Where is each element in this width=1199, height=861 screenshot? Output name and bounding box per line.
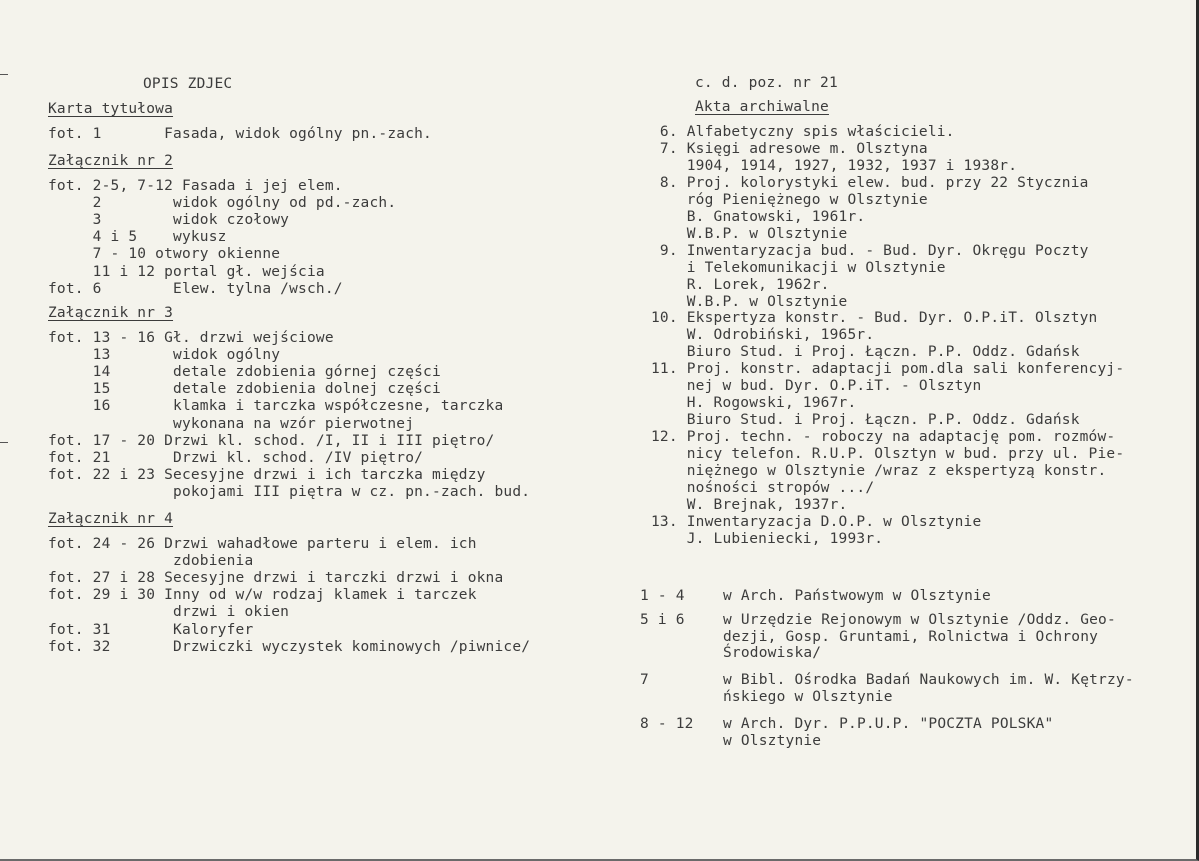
archival-record-line: W. Odrobiński, 1965r. xyxy=(651,327,875,344)
section-title: Załącznik nr 2 xyxy=(48,153,174,169)
archival-record-line: R. Lorek, 1962r. xyxy=(651,276,830,293)
archival-record-line: nośności stropów .../ xyxy=(651,479,875,496)
photo-entry-line: 7 - 10 otwory okienne xyxy=(48,246,281,263)
photo-entry-line: 2 widok ogólny od pd.-zach. xyxy=(48,195,397,212)
photo-entry-line: 15 detale zdobienia dolnej części xyxy=(48,381,441,398)
photo-entry-line: fot. 29 i 30 Inny od w/w rodzaj klamek i tarczek xyxy=(48,587,477,604)
photo-entry-line: zdobienia xyxy=(48,553,254,570)
photo-entry-line: fot. 24 - 26 Drzwi wahadłowe parteru i elem. ich xyxy=(48,536,477,552)
location-range: 8 - 12 xyxy=(640,716,694,732)
archival-record-line: niężnego w Olsztynie /wraz z ekspertyzą konstr. xyxy=(651,463,1107,479)
location-line: w Bibl. Ośrodka Badań Naukowych im. W. Kętrzy- xyxy=(723,672,1134,688)
archival-record-line: B. Gnatowski, 1961r. xyxy=(651,208,866,225)
right-heading: c. d. poz. nr 21 xyxy=(695,75,838,91)
photo-entry-line: fot. 1 Fasada, widok ogólny pn.-zach. xyxy=(48,126,432,142)
edge-mark xyxy=(0,442,8,443)
archival-record-line: 11. Proj. konstr. adaptacji pom.dla sali konferencyj- xyxy=(651,361,1125,378)
photo-entry-line: fot. 22 i 23 Secesyjne drzwi i ich tarczka między xyxy=(48,466,486,483)
archival-record-line: 13. Inwentaryzacja D.O.P. w Olsztynie xyxy=(651,513,982,530)
photo-entry-line: fot. 21 Drzwi kl. schod. /IV piętro/ xyxy=(48,449,424,466)
photo-entry-line: 11 i 12 portal gł. wejścia xyxy=(48,263,325,280)
archival-record-line: W. Brejnak, 1937r. xyxy=(651,496,848,513)
location-line: w Olsztynie xyxy=(723,732,822,749)
edge-mark xyxy=(0,74,8,75)
archival-records-heading: Akta archiwalne xyxy=(695,99,829,115)
photo-entry-line: fot. 2-5, 7-12 Fasada i jej elem. xyxy=(48,178,343,194)
photo-entry-line: fot. 6 Elew. tylna /wsch./ xyxy=(48,280,343,297)
archival-record-line: nicy telefon. R.U.P. Olsztyn w bud. przy ul. Pie- xyxy=(651,446,1125,463)
photo-entry-line: 3 widok czołowy xyxy=(48,212,290,229)
photo-entry-line: fot. 17 - 20 Drzwi kl. schod. /I, II i III piętro/ xyxy=(48,432,495,449)
photo-entry-line: 14 detale zdobienia górnej części xyxy=(48,364,441,381)
archival-record-line: nej w bud. Dyr. O.P.iT. - Olsztyn xyxy=(651,378,982,395)
section-title: Karta tytułowa xyxy=(48,101,174,117)
section-title: Załącznik nr 4 xyxy=(48,511,174,527)
archival-record-line: 8. Proj. kolorystyki elew. bud. przy 22 Stycznia xyxy=(651,174,1089,191)
location-line: dezji, Gosp. Gruntami, Rolnictwa i Ochrony xyxy=(723,628,1099,645)
photo-entry-line: wykonana na wzór pierwotnej xyxy=(48,415,415,432)
archival-record-line: 10. Ekspertyza konstr. - Bud. Dyr. O.P.iT. Olsztyn xyxy=(651,310,1098,327)
location-line: ńskiego w Olsztynie xyxy=(723,688,893,705)
photo-entry-line: fot. 13 - 16 Gł. drzwi wejściowe xyxy=(48,330,334,346)
photo-entry-line: 4 i 5 wykusz xyxy=(48,229,227,246)
archival-record-line: Biuro Stud. i Proj. Łączn. P.P. Oddz. Gdańsk xyxy=(651,344,1080,361)
photo-entry-line: 13 widok ogólny xyxy=(48,347,281,364)
archival-record-line: W.B.P. w Olsztynie xyxy=(651,293,848,310)
location-range: 1 - 4 xyxy=(640,588,685,604)
archival-record-line: 1904, 1914, 1927, 1932, 1937 i 1938r. xyxy=(651,157,1018,174)
archival-record-line: J. Lubieniecki, 1993r. xyxy=(651,530,884,547)
location-line: w Arch. Dyr. P.P.U.P. "POCZTA POLSKA" xyxy=(723,716,1054,732)
photo-entry-line: 16 klamka i tarczka współczesne, tarczka xyxy=(48,398,504,415)
location-range: 5 i 6 xyxy=(640,612,685,628)
archival-record-line: róg Pieniężnego w Olsztynie xyxy=(651,191,928,208)
location-line: Środowiska/ xyxy=(723,645,822,661)
photo-entry-line: fot. 31 Kaloryfer xyxy=(48,621,254,638)
archival-record-line: Biuro Stud. i Proj. Łączn. P.P. Oddz. Gdańsk xyxy=(651,412,1080,429)
archival-record-line: W.B.P. w Olsztynie xyxy=(651,225,848,242)
archival-record-line: 12. Proj. techn. - roboczy na adaptację pom. rozmów- xyxy=(651,429,1116,446)
photo-entry-line: pokojami III piętra w cz. pn.-zach. bud. xyxy=(48,483,531,500)
archival-record-line: 9. Inwentaryzacja bud. - Bud. Dyr. Okręgu Poczty xyxy=(651,242,1089,259)
photo-entry-line: fot. 32 Drzwiczki wyczystek kominowych /piwnice/ xyxy=(48,638,531,655)
location-range: 7 xyxy=(640,672,649,688)
location-line: w Urzędzie Rejonowym w Olsztynie /Oddz. Geo- xyxy=(723,612,1116,628)
archival-record-line: i Telekomunikacji w Olsztynie xyxy=(651,259,946,276)
section-title: Załącznik nr 3 xyxy=(48,305,174,321)
photo-entry-line: fot. 27 i 28 Secesyjne drzwi i tarczki drzwi i okna xyxy=(48,570,504,587)
archival-record-line: 6. Alfabetyczny spis właścicieli. xyxy=(651,124,955,140)
archival-record-line: 7. Księgi adresowe m. Olsztyna xyxy=(651,140,928,157)
left-heading: OPIS ZDJEC xyxy=(143,76,233,92)
location-line: w Arch. Państwowym w Olsztynie xyxy=(723,588,991,604)
archival-record-line: H. Rogowski, 1967r. xyxy=(651,395,857,412)
photo-entry-line: drzwi i okien xyxy=(48,604,290,621)
